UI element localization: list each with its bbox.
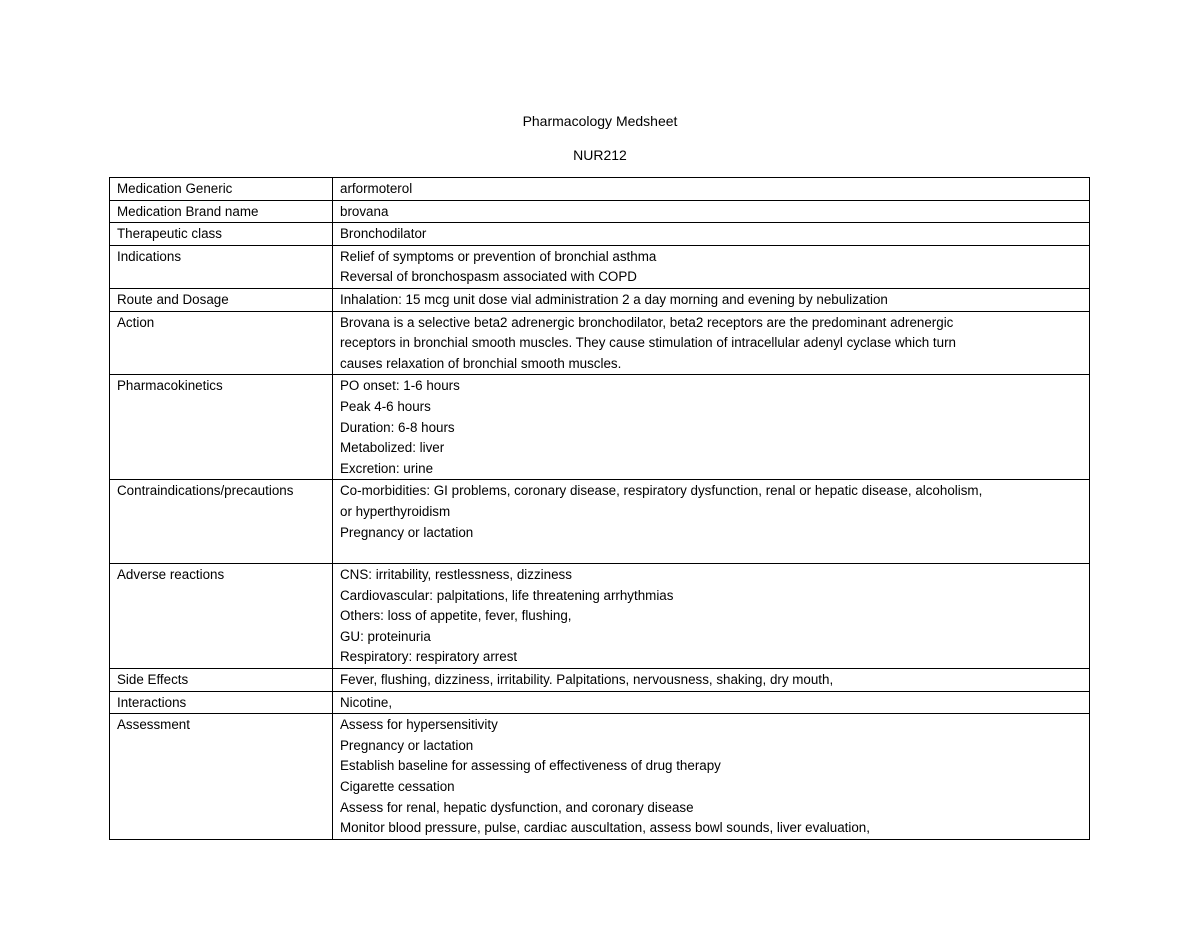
value-line: PO onset: 1-6 hours xyxy=(340,378,460,394)
row-medication-generic xyxy=(110,178,1090,201)
row-label: Assessment xyxy=(110,714,333,840)
row-medication-brand-name xyxy=(110,200,1090,223)
value-line: Assess for renal, hepatic dysfunction, and coronary disease xyxy=(340,799,694,815)
row-pharmacokinetics xyxy=(110,375,1090,480)
row-label: Action xyxy=(110,311,333,375)
value-line: causes relaxation of bronchial smooth muscles. xyxy=(340,355,622,371)
value-line: Monitor blood pressure, pulse, cardiac auscultation, assess bowl sounds, liver evaluation, xyxy=(340,820,870,836)
value-line: GU: proteinuria xyxy=(340,628,431,644)
value-line: Excretion: urine xyxy=(340,460,434,476)
row-value xyxy=(333,714,1090,840)
course-code: NUR212 xyxy=(573,147,627,163)
row-route-and-dosage xyxy=(110,288,1090,311)
row-contraindications xyxy=(110,480,1090,564)
value-line: Duration: 6-8 hours xyxy=(340,419,455,435)
value-line: CNS: irritability, restlessness, dizziness xyxy=(340,567,572,583)
value-line: receptors in bronchial smooth muscles. They cause stimulation of intracellular adenyl cyclase which turn xyxy=(340,335,957,351)
row-label: Interactions xyxy=(110,691,333,714)
row-value xyxy=(333,288,1090,311)
row-value xyxy=(333,200,1090,223)
value-line: Inhalation: 15 mcg unit dose vial administration 2 a day morning and evening by nebulization xyxy=(340,291,888,307)
row-action xyxy=(110,311,1090,375)
row-label: Side Effects xyxy=(110,669,333,692)
row-indications xyxy=(110,245,1090,288)
row-value xyxy=(333,691,1090,714)
row-assessment xyxy=(110,714,1090,840)
value-line: arformoterol xyxy=(340,181,413,196)
value-line: Pregnancy or lactation xyxy=(340,737,474,753)
value-line: Assess for hypersensitivity xyxy=(340,717,498,733)
row-value xyxy=(333,564,1090,669)
value-line: Nicotine, xyxy=(340,694,393,710)
row-label: Indications xyxy=(110,245,333,288)
value-line: Cigarette cessation xyxy=(340,779,455,795)
value-line: Bronchodilator xyxy=(340,226,427,242)
row-label: Medication Brand name xyxy=(110,200,333,223)
row-label: Medication Generic xyxy=(110,178,333,201)
row-value xyxy=(333,375,1090,480)
medsheet-table xyxy=(109,177,1090,840)
row-value xyxy=(333,245,1090,288)
row-value xyxy=(333,311,1090,375)
value-line: Cardiovascular: palpitations, life threatening arrhythmias xyxy=(340,587,674,603)
value-line: Others: loss of appetite, fever, flushing, xyxy=(340,608,572,624)
value-line: Respiratory: respiratory arrest xyxy=(340,649,518,665)
row-value xyxy=(333,223,1090,246)
row-side-effects xyxy=(110,669,1090,692)
row-interactions xyxy=(110,691,1090,714)
row-label: Route and Dosage xyxy=(110,288,333,311)
value-line: Brovana is a selective beta2 adrenergic bronchodilator, beta2 receptors are the predominant adrenergic xyxy=(340,314,954,330)
row-label: Therapeutic class xyxy=(110,223,333,246)
blank-line xyxy=(340,543,1082,563)
row-label: Pharmacokinetics xyxy=(110,375,333,480)
row-label: Adverse reactions xyxy=(110,564,333,669)
value-line: Pregnancy or lactation xyxy=(340,524,474,540)
value-line: Peak 4-6 hours xyxy=(340,398,431,414)
value-line: Reversal of bronchospasm associated with COPD xyxy=(340,269,637,285)
value-line: Relief of symptoms or prevention of bronchial asthma xyxy=(340,248,657,264)
value-line: or hyperthyroidism xyxy=(340,503,451,519)
row-label: Contraindications/precautions xyxy=(110,480,333,564)
row-therapeutic-class xyxy=(110,223,1090,246)
value-line: Co-morbidities: GI problems, coronary disease, respiratory dysfunction, renal or hepatic disease, alcoholism, xyxy=(340,483,983,499)
page-title: Pharmacology Medsheet xyxy=(522,113,678,129)
row-value xyxy=(333,480,1090,564)
value-line: Metabolized: liver xyxy=(340,440,445,456)
value-line: Establish baseline for assessing of effectiveness of drug therapy xyxy=(340,758,721,774)
row-value xyxy=(333,178,1090,201)
row-value xyxy=(333,669,1090,692)
value-line: brovana xyxy=(340,203,389,219)
value-line: Fever, flushing, dizziness, irritability. Palpitations, nervousness, shaking, dry mouth, xyxy=(340,672,834,688)
row-adverse-reactions xyxy=(110,564,1090,669)
